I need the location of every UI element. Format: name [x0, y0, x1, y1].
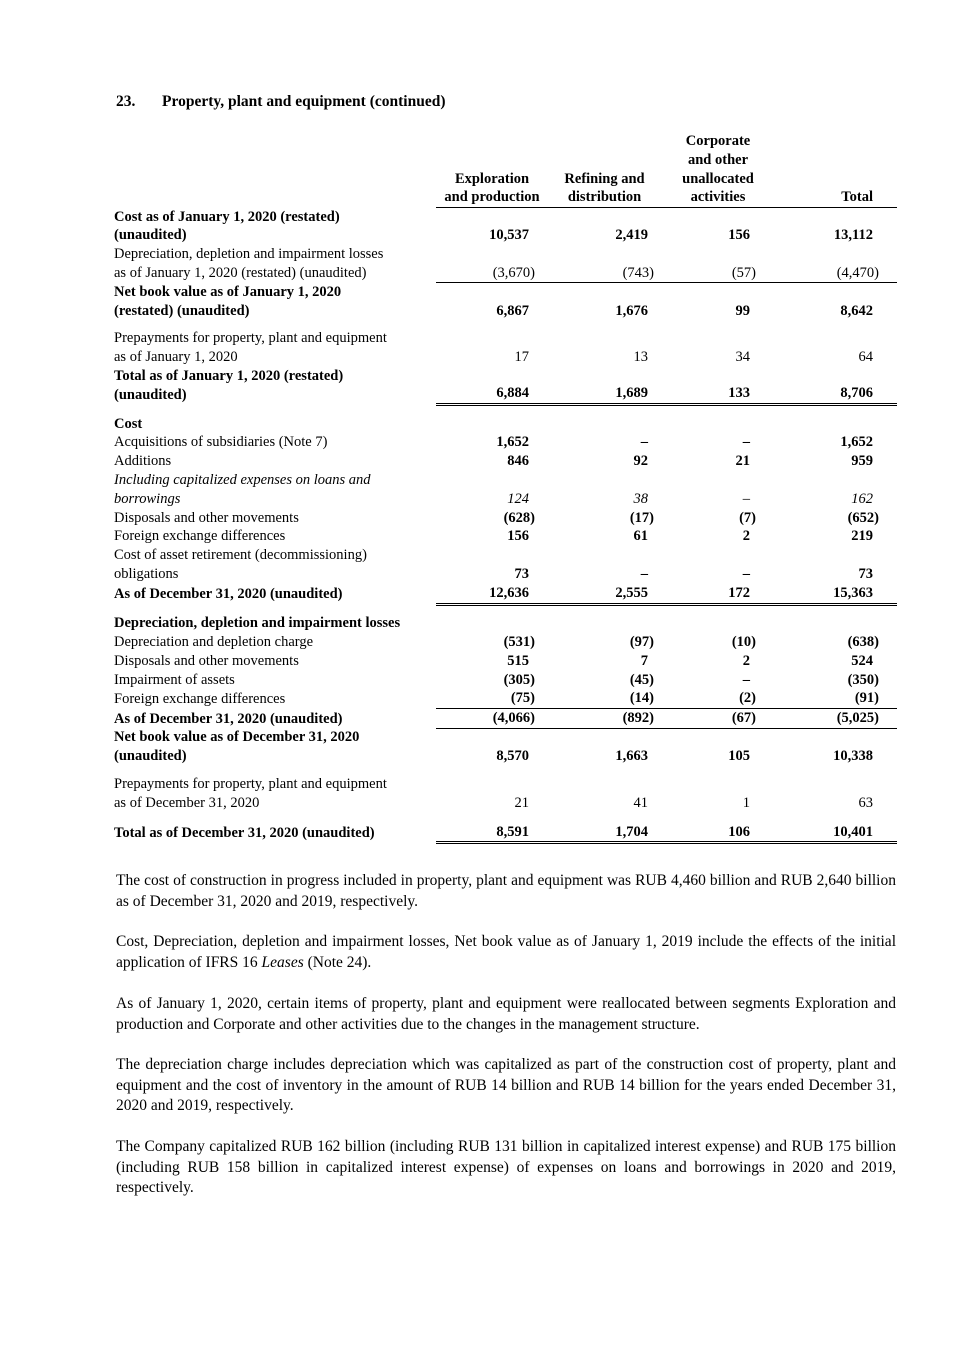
cell-refining: 1,676 [615, 302, 648, 319]
cell-total: (638) [847, 633, 879, 650]
cell-exploration: 124 [507, 490, 529, 507]
cell-exploration: 10,537 [489, 227, 529, 244]
cell-exploration: (4,066) [436, 709, 548, 729]
row-label: Depreciation, depletion and impairment losses [114, 615, 401, 632]
table-row [114, 208, 897, 246]
cell-corporate: – [742, 490, 750, 507]
paragraph-depreciation: The depreciation charge includes depreciation which was capitalized as part of the construction cost of property, plant and equipment and the cost of inventory in the amount of RUB 14 billion and RUB 14 billion for the years ended December 31, 2020 and 2019, respectively. [116, 1056, 896, 1114]
cell-refining: (97) [629, 633, 654, 650]
row-label: Foreign exchange differences [114, 528, 286, 545]
cell-corporate: 2 [742, 528, 750, 545]
row-label: Total as of December 31, 2020 (unaudited) [114, 825, 375, 842]
header-spacer [114, 132, 436, 208]
row-label: Cost as of January 1, 2020 (restated) (unaudited) [114, 208, 340, 244]
cell-refining: 1,704 [548, 813, 661, 843]
cell-corporate: (57) [661, 245, 775, 283]
cell-corporate: (7) [739, 509, 756, 526]
cell-exploration: 8,570 [496, 748, 529, 765]
row-label: Net book value as of December 31, 2020 (unaudited) [114, 729, 360, 765]
cell-refining: (743) [548, 245, 661, 283]
table-row [114, 527, 897, 546]
cell-refining: (17) [629, 509, 654, 526]
col-header-corporate: Corporate and other unallocated activities [661, 132, 775, 208]
row-label: Disposals and other movements [114, 509, 299, 526]
paragraph-capitalized-expenses: The Company capitalized RUB 162 billion (including RUB 131 billion in capitalized interest expense) and RUB 175 billion (including RUB 158 billion in capitalized interest expense) of expenses on loans and borrowings in 2020 and 2019, respectively. [116, 1138, 896, 1196]
cell-corporate: (10) [731, 633, 756, 650]
cell-exploration: (628) [503, 509, 535, 526]
cell-refining: 1,689 [548, 367, 661, 405]
cell-total: 959 [851, 453, 873, 470]
cell-total: 219 [851, 528, 873, 545]
cell-refining: 92 [633, 453, 648, 470]
cell-total: 8,706 [775, 367, 897, 405]
cell-corporate: – [742, 434, 750, 451]
cell-total: 524 [851, 652, 873, 669]
table-row [114, 546, 897, 584]
cell-refining: 38 [633, 490, 648, 507]
row-label: As of December 31, 2020 (unaudited) [114, 586, 343, 603]
cell-refining: 1,663 [615, 748, 648, 765]
table-row [114, 245, 897, 283]
table-row [114, 671, 897, 690]
cell-refining [548, 604, 661, 633]
table-row [114, 813, 897, 843]
cell-total: (91) [775, 689, 897, 708]
cell-exploration: 6,867 [496, 302, 529, 319]
cell-total: 8,642 [840, 302, 873, 319]
cell-exploration: (305) [503, 671, 535, 688]
cell-exploration [436, 405, 548, 434]
cell-refining: 7 [640, 652, 648, 669]
cell-corporate: 156 [728, 227, 750, 244]
table-header-row [114, 132, 897, 208]
cell-total: 13,112 [833, 227, 873, 244]
row-label: Including capitalized expenses on loans and borrowings [114, 472, 371, 507]
section-heading [116, 93, 445, 111]
table-row [114, 367, 897, 405]
cell-exploration: 1,652 [496, 434, 529, 451]
cell-total [775, 604, 897, 633]
row-label: Prepayments for property, plant and equipment as of December 31, 2020 [114, 776, 387, 811]
row-label: Cost [114, 415, 143, 432]
cell-exploration: (75) [436, 689, 548, 708]
table-row [114, 405, 897, 434]
cell-refining [548, 405, 661, 434]
cell-corporate: 21 [735, 453, 750, 470]
cell-exploration: (3,670) [436, 245, 548, 283]
section-title: Property, plant and equipment (continued) [162, 93, 446, 110]
row-label: Cost of asset retirement (decommissioning) obligations [114, 547, 367, 583]
cell-corporate: 1 [742, 794, 750, 811]
cell-total: 15,363 [775, 584, 897, 604]
cell-exploration: 156 [507, 528, 529, 545]
cell-refining: (892) [548, 709, 661, 729]
cell-refining: – [640, 566, 648, 583]
cell-exploration: 515 [507, 652, 529, 669]
cell-corporate: 99 [735, 302, 750, 319]
cell-corporate [661, 405, 775, 434]
col-header-total: Total [775, 132, 897, 208]
col-header-refining: Refining and distribution [548, 132, 661, 208]
table-row [114, 652, 897, 671]
table-row [114, 320, 897, 367]
col-header-exploration: Exploration and production [436, 132, 548, 208]
cell-total: 162 [851, 490, 873, 507]
table-row [114, 509, 897, 528]
section-number: 23. [116, 93, 136, 110]
cell-corporate: (2) [661, 689, 775, 708]
paragraph-ifrs16-note: (Note 24). [303, 953, 372, 971]
table-row [114, 452, 897, 471]
row-label: Prepayments for property, plant and equipment as of January 1, 2020 [114, 330, 387, 366]
cell-total: 10,401 [775, 813, 897, 843]
cell-refining: 2,419 [615, 227, 648, 244]
cell-refining: (45) [629, 671, 654, 688]
row-label: Disposals and other movements [114, 652, 299, 669]
paragraph-reallocation: As of January 1, 2020, certain items of property, plant and equipment were reallocated between segments Exploration and production and Corporate and other activities due to the changes in the management structure. [116, 995, 896, 1033]
cell-exploration: 17 [514, 349, 529, 366]
row-label: Foreign exchange differences [114, 690, 286, 707]
cell-exploration: 12,636 [436, 584, 548, 604]
cell-corporate: – [742, 671, 750, 688]
row-label: Depreciation, depletion and impairment losses as of January 1, 2020 (restated) (unaudited) [114, 246, 384, 282]
cell-exploration [436, 604, 548, 633]
cell-refining: 2,555 [548, 584, 661, 604]
row-label: Total as of January 1, 2020 (restated) (unaudited) [114, 368, 344, 403]
row-label: As of December 31, 2020 (unaudited) [114, 710, 343, 727]
paragraph-ifrs16 [116, 932, 896, 973]
cell-refining: 41 [633, 794, 648, 811]
row-label: Acquisitions of subsidiaries (Note 7) [114, 434, 328, 451]
table-row [114, 471, 897, 509]
table-row [114, 709, 897, 729]
cell-refining: 61 [633, 528, 648, 545]
cell-refining: 13 [633, 349, 648, 366]
cell-refining: – [640, 434, 648, 451]
table-row [114, 766, 897, 813]
cell-exploration: 6,884 [436, 367, 548, 405]
cell-total: 73 [858, 566, 873, 583]
cell-corporate: 106 [661, 813, 775, 843]
table-row [114, 604, 897, 633]
paragraph-ifrs16-italic: Leases [261, 953, 304, 971]
cell-corporate: 133 [661, 367, 775, 405]
cell-total: (652) [847, 509, 879, 526]
row-label: Net book value as of January 1, 2020 (restated) (unaudited) [114, 283, 342, 319]
cell-corporate: 172 [661, 584, 775, 604]
cell-total [775, 405, 897, 434]
cell-total: 10,338 [833, 748, 873, 765]
ppe-table [114, 132, 897, 844]
table-row [114, 584, 897, 604]
cell-total: (4,470) [775, 245, 897, 283]
cell-exploration: 8,591 [436, 813, 548, 843]
cell-corporate [661, 604, 775, 633]
cell-total: 63 [858, 794, 873, 811]
cell-total: 1,652 [840, 434, 873, 451]
table-row [114, 689, 897, 708]
row-label: Impairment of assets [114, 671, 235, 688]
cell-exploration: 846 [507, 453, 529, 470]
cell-total: 64 [858, 349, 873, 366]
table-row [114, 728, 897, 766]
cell-corporate: (67) [661, 709, 775, 729]
cell-total: (5,025) [775, 709, 897, 729]
cell-corporate: 105 [728, 748, 750, 765]
cell-refining: (14) [548, 689, 661, 708]
cell-total: (350) [847, 671, 879, 688]
cell-corporate: 34 [735, 349, 750, 366]
table-row [114, 433, 897, 452]
row-label: Depreciation and depletion charge [114, 633, 314, 650]
row-label: Additions [114, 453, 172, 470]
table-row [114, 283, 897, 321]
cell-exploration: 21 [514, 794, 529, 811]
paragraph-ifrs16-text: Cost, Depreciation, depletion and impairment losses, Net book value as of January 1, 2019 include the effects of the initial application of IFRS 16 [116, 933, 896, 971]
table-row [114, 633, 897, 652]
paragraph-construction-in-progress: The cost of construction in progress included in property, plant and equipment was RUB 4,460 billion and RUB 2,640 billion as of December 31, 2020 and 2019, respectively. [116, 872, 896, 910]
cell-exploration: (531) [503, 633, 535, 650]
cell-corporate: – [742, 566, 750, 583]
cell-corporate: 2 [742, 652, 750, 669]
cell-exploration: 73 [514, 566, 529, 583]
